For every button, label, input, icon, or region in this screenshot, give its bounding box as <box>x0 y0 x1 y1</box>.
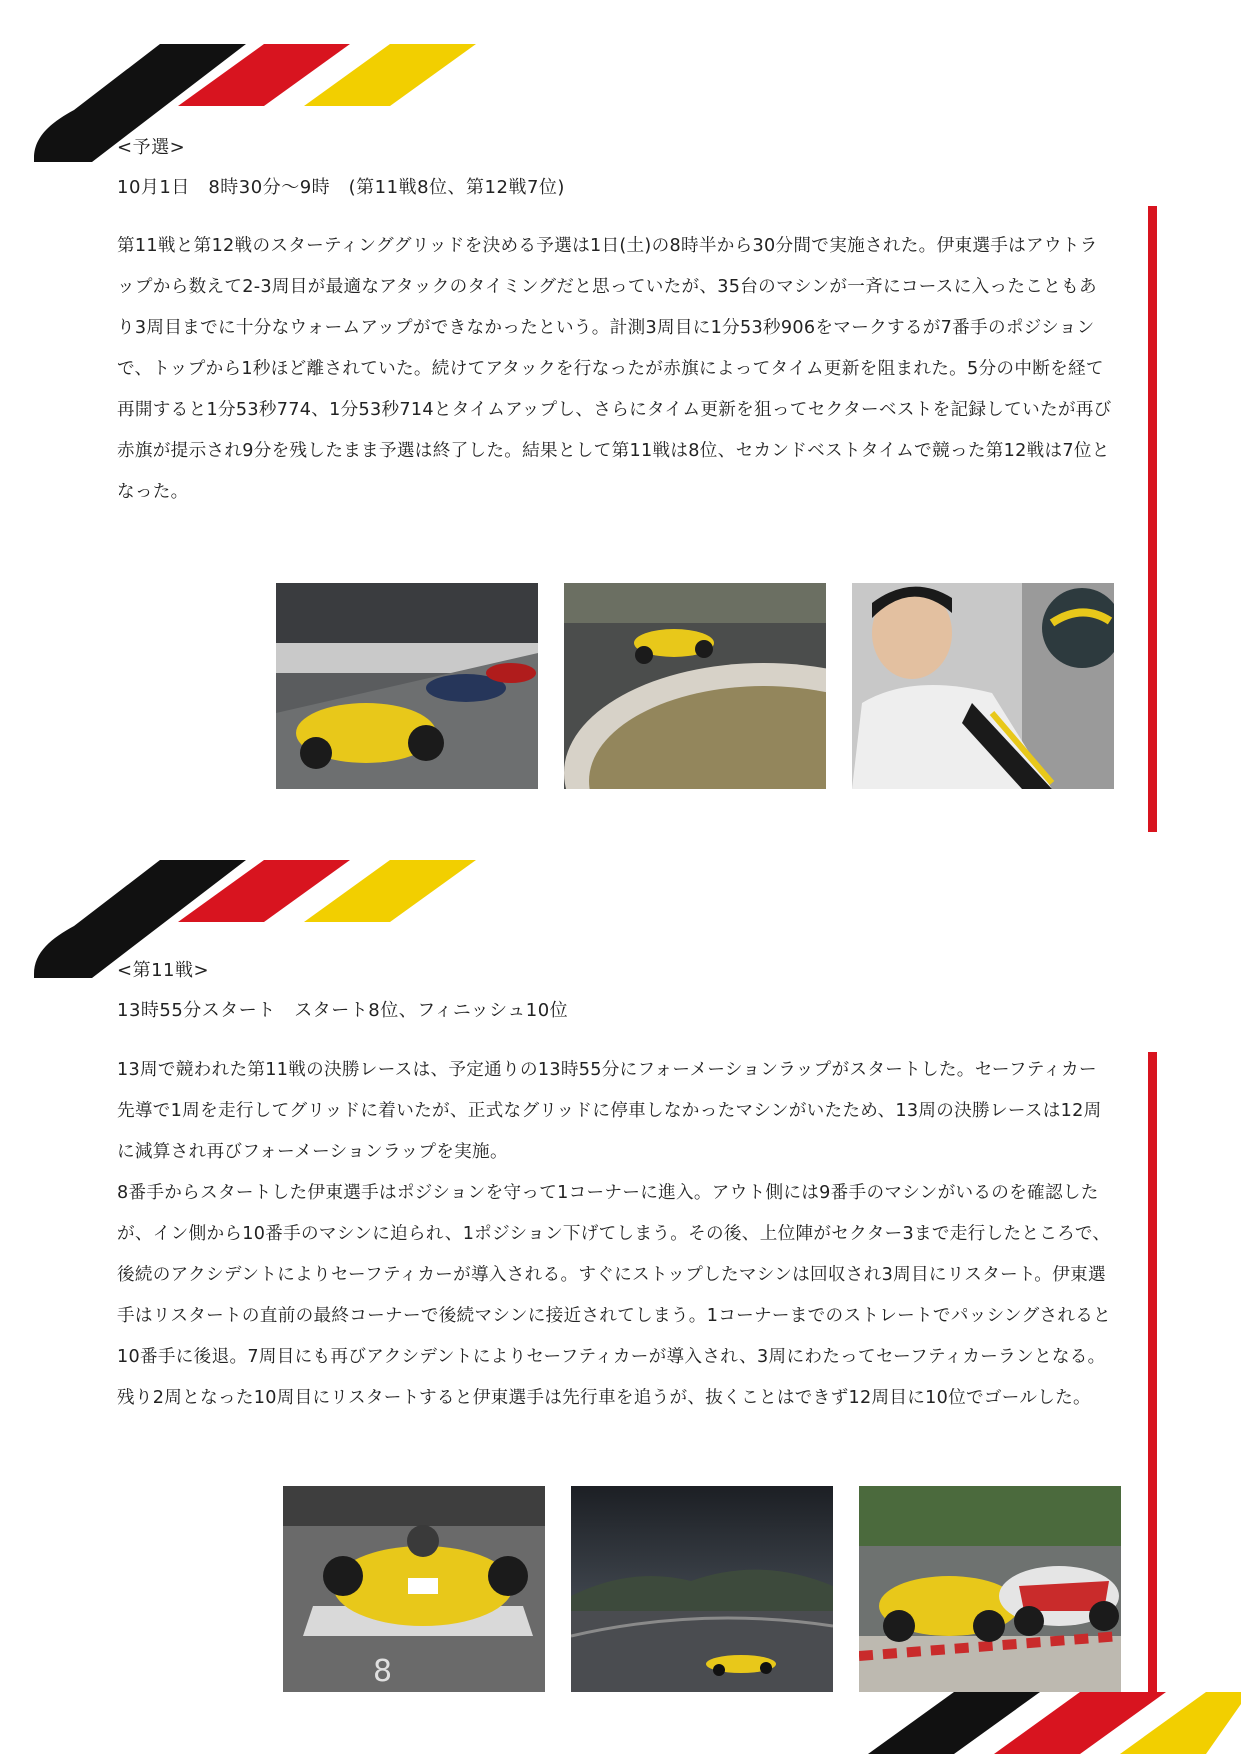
corner-car-photo <box>564 583 826 789</box>
qualifying-heading: <予選> <box>117 137 186 158</box>
qualifying-body <box>117 226 1113 513</box>
race11-paragraph-1: 13周で競われた第11戦の決勝レースは、予定通りの13時55分にフォーメーションラップがスタートした。セーフティカー先導で1周を走行してグリッドに着いたが、正式なグリッドに停車しなかったマシンがいたため、13周の決勝レースは12周に減算され再びフォーメーションラップを実施。 <box>117 1060 1102 1162</box>
grid-cars-photo <box>276 583 538 789</box>
qualifying-paragraph: 第11戦と第12戦のスターティンググリッドを決める予選は1日(土)の8時半から30分間で実施された。伊東選手はアウトラップから数えて2-3周目が最適なアタックのタイミングだと思っていたが、35台のマシンが一斉にコースに入ったこともあり3周目までに十分なウォームアップができなかったという。計測3周目に1分53秒906をマークするが7番手のポジションで、トップから1秒ほど離されていた。続けてアタックを行なったが赤旗によってタイム更新を阻まれた。5分の中断を経て再開すると1分53秒774、1分53秒714とタイムアップし、さらにタイム更新を狙ってセクターベストを記録していたが再び赤旗が提示され9分を残したまま予選は終了した。結果として第11戦は8位、セカンドベストタイムで競った第12戦は7位となった。 <box>117 236 1112 502</box>
svg-text:8: 8 <box>373 1654 393 1689</box>
header-stripes-top <box>0 40 480 162</box>
landscape-car-photo <box>571 1486 833 1692</box>
accent-bar <box>1148 206 1157 832</box>
battle-photo <box>859 1486 1121 1692</box>
race11-body <box>117 1050 1113 1419</box>
race11-heading: <第11戦> <box>117 960 210 981</box>
race11-subheading: 13時55分スタート スタート8位、フィニッシュ10位 <box>117 1000 569 1021</box>
header-stripes-middle <box>0 856 480 978</box>
race11-paragraph-2: 8番手からスタートした伊東選手はポジションを守って1コーナーに進入。アウト側には9番手のマシンがいるのを確認したが、イン側から10番手のマシンに迫られ、1ポジション下げてしまう。その後、上位陣がセクター3まで走行したところで、後続のアクシデントによりセーフティカーが導入される。すぐにストップしたマシンは回収され3周目にリスタート。伊東選手はリスタートの直前の最終コーナーで後続マシンに接近されてしまう。1コーナーまでのストレートでパッシングされると10番手に後退。7周目にも再びアクシデントによりセーフティカーが導入され、3周にわたってセーフティカーランとなる。残り2周となった10周目にリスタートすると伊東選手は先行車を追うが、抜くことはできず12周目に10位でゴールした。 <box>117 1183 1112 1408</box>
driver-portrait-photo <box>852 583 1114 789</box>
footer-stripes <box>868 1692 1241 1754</box>
accent-bar <box>1148 1052 1157 1692</box>
grid-number-8-photo <box>283 1486 545 1692</box>
qualifying-subheading: 10月1日 8時30分～9時 (第11戦8位、第12戦7位) <box>117 177 565 198</box>
